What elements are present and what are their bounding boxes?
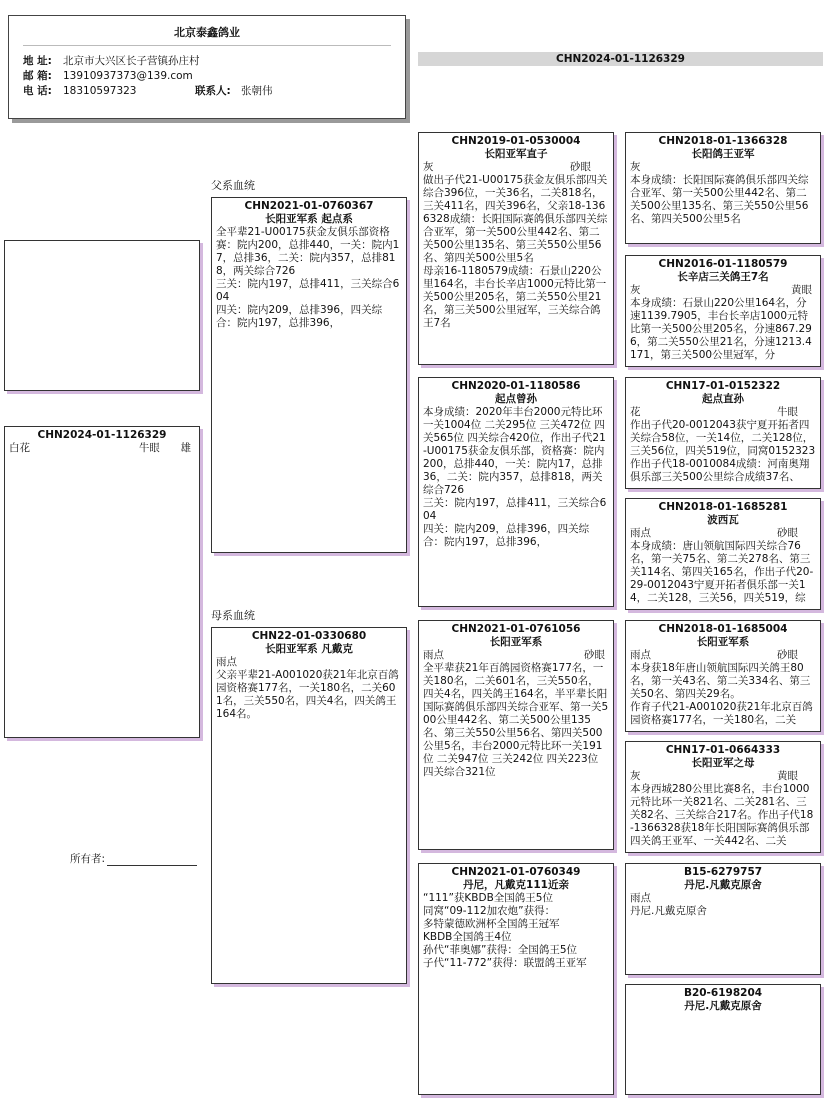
sire-dam-name: 起点曾孙 <box>495 393 537 405</box>
phone-value: 18310597323 <box>63 85 137 97</box>
dss-desc: 本身获18年唐山领航国际四关鸽王80名，第一关43名、第二关334名、第三关50名、第四关29名。 作育子代21-A001020获21年北京百鸽园资格赛177名，一关180名，二关 <box>630 662 813 726</box>
sss-card <box>625 132 821 244</box>
contact-label: 联系人: <box>195 85 231 97</box>
sss-color: 灰 <box>630 161 641 173</box>
dam-name: 长阳亚军系 凡戴克 <box>265 643 353 655</box>
sdd-traits <box>630 527 816 540</box>
sdd-card <box>625 498 821 610</box>
sds-name: 起点直孙 <box>702 393 744 405</box>
dam-color: 雨点 <box>216 656 237 668</box>
sds-traits <box>630 406 816 419</box>
subject-ring: CHN2024-01-1126329 <box>37 429 167 441</box>
ddd-name: 丹尼.凡戴克原舍 <box>684 1000 762 1012</box>
dsd-color: 灰 <box>630 770 641 782</box>
email-label: 邮 箱: <box>23 70 52 82</box>
dam-sire-eye: 砂眼 <box>584 649 605 661</box>
phone-line <box>23 84 391 99</box>
sds-eye: 牛眼 <box>777 406 798 418</box>
sss-desc: 本身成绩：长阳国际赛鸽俱乐部四关综合亚军、第一关500公里442名、第二关500公里135名、第三关550公里56名、第四关500公里5名 <box>630 174 809 225</box>
sds-color: 花 <box>630 406 641 418</box>
dsd-card <box>625 741 821 853</box>
dss-color: 雨点 <box>630 649 651 661</box>
ssd-color: 灰 <box>630 284 641 296</box>
sds-ring: CHN17-01-0152322 <box>665 380 781 392</box>
subject-eye: 牛眼 <box>138 442 160 454</box>
dsd-name: 长阳亚军之母 <box>691 757 755 769</box>
ssd-ring: CHN2016-01-1180579 <box>658 258 788 270</box>
sire-name: 长阳亚军系 起点系 <box>265 213 353 225</box>
ssd-card <box>625 255 821 367</box>
dam-sire-ring: CHN2021-01-0761056 <box>451 623 581 635</box>
sire-sire-color: 灰 <box>423 161 434 173</box>
dam-dam-card <box>418 863 614 1095</box>
email-value: 13910937373@139.com <box>63 70 193 82</box>
dam-dam-name: 丹尼，凡戴克111近亲 <box>463 879 569 891</box>
sire-card <box>211 197 407 553</box>
dds-color: 雨点 <box>630 892 651 904</box>
dsd-eye: 黄眼 <box>777 770 798 782</box>
sss-ring: CHN2018-01-1366328 <box>658 135 788 147</box>
dam-sire-traits <box>423 649 609 662</box>
dam-ring: CHN22-01-0330680 <box>251 630 367 642</box>
sire-dam-desc: 本身成绩：2020年丰台2000元特比环一关1004位 二关295位 三关472位 四关565位 四关综合420位，作出子代21-U00175获金友俱乐部，资格赛：院内200，总排440，一关：院内17，总排36，二关：院内357，总排818，两关综合726 三关：院内197，总排411，三关综合604 四关：院内209，总排396，四关综合：院内197，总排396， <box>423 406 607 548</box>
owner-signature-line[interactable] <box>107 855 197 866</box>
dam-card <box>211 627 407 984</box>
sss-name: 长阳鸽王亚军 <box>691 148 755 160</box>
sds-card <box>625 377 821 489</box>
dss-name: 长阳亚军系 <box>696 636 750 648</box>
dss-traits <box>630 649 816 662</box>
sire-sire-traits <box>423 161 609 174</box>
address-line <box>23 54 391 69</box>
dss-ring: CHN2018-01-1685004 <box>658 623 788 635</box>
sire-side-label: 父系血统 <box>211 179 255 192</box>
dam-sire-desc: 全平辈获21年百鸽园资格赛177名，一关180名，二关601名，三关550名，四关4名，四关鸽王164名，半平辈长阳国际赛鸽俱乐部四关综合亚军、第一关500公里442名、第二关500公里135名、第三关550公里56名、第四关500公里5名，丰台2000元特比环一关191位 二关947位 三关242位 四关223位 四关综合321位 <box>423 662 609 778</box>
dam-sire-card <box>418 620 614 850</box>
ssd-eye: 黄眼 <box>791 284 812 296</box>
subject-traits <box>9 442 195 455</box>
dds-name: 丹尼.凡戴克原舍 <box>684 879 762 891</box>
dam-dam-desc: “111”获KBDB全国鸽王5位 同窝“09-112加农炮”获得： 多特蒙德欧洲杯全国鸽王冠军 KBDB全国鸽王4位 孙代“菲奥娜”获得：全国鸽王5位 子代“11-772”获得：联盟鸽王亚军 <box>423 892 587 969</box>
dsd-traits <box>630 770 816 783</box>
dam-sire-name: 长阳亚军系 <box>489 636 543 648</box>
sire-sire-ring: CHN2019-01-0530004 <box>451 135 581 147</box>
dss-card <box>625 620 821 732</box>
sire-dam-ring: CHN2020-01-1180586 <box>451 380 581 392</box>
ddd-card <box>625 984 821 1095</box>
email-line <box>23 69 391 84</box>
subject-sex: 雄 <box>180 442 191 454</box>
ssd-traits <box>630 284 816 297</box>
sire-sire-name: 长阳亚军直子 <box>484 148 548 160</box>
breeder-header <box>8 15 406 119</box>
sdd-name: 波西瓦 <box>707 514 739 526</box>
subject-ring-banner: CHN2024-01-1126329 <box>418 52 823 66</box>
sds-desc: 作出子代20-0012043获宁夏开拓者四关综合58位，一关14位，二关128位，三关56位，四关519位，同窝0152323作出子代18-0010084成绩：河南奥翔俱乐部三关500公里综合成绩37名、 <box>630 419 816 483</box>
dsd-ring: CHN17-01-0664333 <box>665 744 781 756</box>
sdd-eye: 砂眼 <box>777 527 798 539</box>
dds-traits <box>630 892 816 905</box>
sss-traits <box>630 161 816 174</box>
ssd-desc: 本身成绩：石景山220公里164名，分速1139.7905，丰台长辛店1000元特比第一关500公里205名，分速867.296，第二关550公里21名，分速1213.4171，第三关500公里冠军，分 <box>630 297 812 361</box>
dds-desc: 丹尼.凡戴克原舍 <box>630 905 707 917</box>
breeder-title: 北京泰鑫鸽业 <box>23 22 391 46</box>
pigeon-photo-frame <box>4 240 200 391</box>
ddd-ring: B20-6198204 <box>683 987 763 999</box>
dam-desc: 父亲平辈21-A001020获21年北京百鸽园资格赛177名，一关180名，二关601名，三关550名，四关4名，四关鸽王164名。 <box>216 669 399 720</box>
ssd-name: 长辛店三关鸽王7名 <box>677 271 769 283</box>
subject-color: 白花 <box>9 442 30 454</box>
sire-sire-eye: 砂眼 <box>570 161 591 173</box>
address-value: 北京市大兴区长子营镇孙庄村 <box>63 55 200 67</box>
dsd-desc: 本身西城280公里比赛8名，丰台1000元特比环一关821名、二关281名、三关82名、三关综合217名。作出子代18-1366328获18年长阳国际赛鸽俱乐部四关鸽王亚军、一关442名、二关 <box>630 783 814 847</box>
sire-sire-desc: 做出子代21-U00175获金友俱乐部四关综合396位，一关36名，二关818名，三关411名，四关396名，父亲18-1366328成绩：长阳国际赛鸽俱乐部四关综合亚军，第一关500公里442名、第二关500公里135名、第三关550公里56名、第四关500公里5名 母亲16-1180579成绩：石景山220公里164名，丰台长辛店1000元特比第一关500公里205名，第二关550公里21名，第三关500公里冠军，三关综合鸽王7名 <box>423 174 608 329</box>
sire-sire-card <box>418 132 614 365</box>
owner-field <box>70 851 197 866</box>
sdd-color: 雨点 <box>630 527 651 539</box>
dam-dam-ring: CHN2021-01-0760349 <box>451 866 581 878</box>
contact-value: 张朝伟 <box>241 85 273 97</box>
owner-label: 所有者: <box>70 853 106 865</box>
phone-label: 电 话: <box>23 85 52 97</box>
sire-desc: 全平辈21-U00175获金友俱乐部资格赛：院内200，总排440，一关：院内17，总排36，二关：院内357，总排818，两关综合726 三关：院内197，总排411，三关综合604 四关：院内209，总排396，四关综合：院内197，总排396， <box>216 226 400 329</box>
dds-card <box>625 863 821 975</box>
sdd-ring: CHN2018-01-1685281 <box>658 501 788 513</box>
sdd-desc: 本身成绩：唐山领航国际四关综合76名，第一关75名、第二关278名、第三关114名、第四关165名，作出子代20-29-0012043宁夏开拓者俱乐部一关14，二关128，三关56，四关519，综 <box>630 540 814 604</box>
dam-traits <box>216 656 402 669</box>
address-label: 地 址: <box>23 55 52 67</box>
subject-card <box>4 426 200 738</box>
dam-sire-color: 雨点 <box>423 649 444 661</box>
dds-ring: B15-6279757 <box>683 866 763 878</box>
dss-eye: 砂眼 <box>777 649 798 661</box>
sire-dam-card <box>418 377 614 607</box>
sire-ring: CHN2021-01-0760367 <box>244 200 374 212</box>
dam-side-label: 母系血统 <box>211 609 255 622</box>
